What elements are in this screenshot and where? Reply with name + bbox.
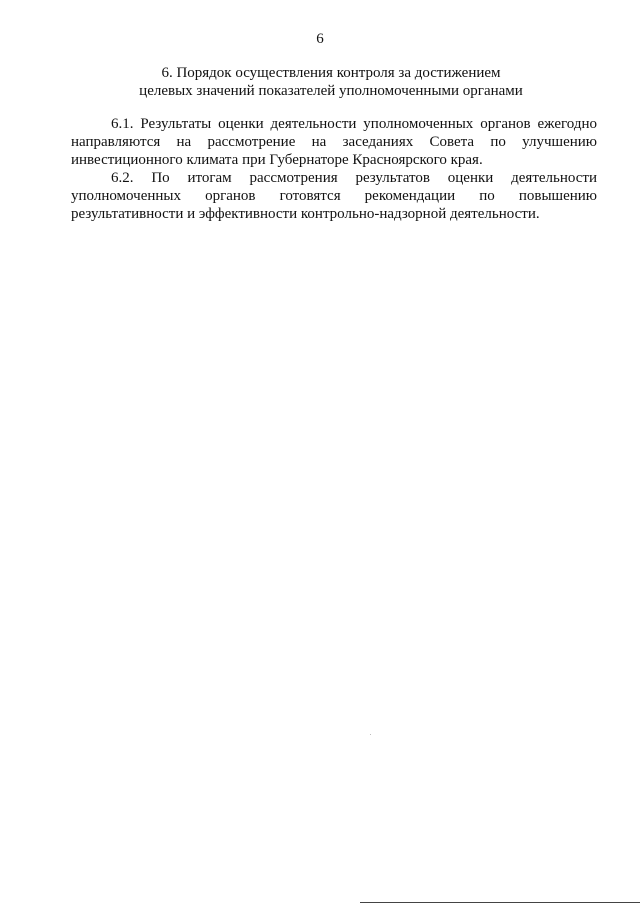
paragraph-6-2: 6.2. По итогам рассмотрения результатов оценки деятельности уполномоченных органов готовятся рекомендации по повышению результативности и эффективности контрольно-надзорной деятельности.: [71, 170, 597, 222]
page-number: 6: [316, 31, 324, 47]
paragraph-6-1: 6.1. Результаты оценки деятельности уполномоченных органов ежегодно направляются на рассмотрение на заседаниях Совета по улучшению инвестиционного климата при Губернаторе Красноярского края.: [71, 116, 597, 168]
scan-speck: [370, 734, 371, 735]
section-body: [71, 115, 597, 223]
section-heading: [66, 64, 596, 100]
section-heading-line-1: 6. Порядок осуществления контроля за достижением: [161, 65, 501, 81]
section-heading-line-2: целевых значений показателей уполномоченными органами: [139, 83, 523, 99]
bottom-edge-line: [360, 902, 640, 903]
